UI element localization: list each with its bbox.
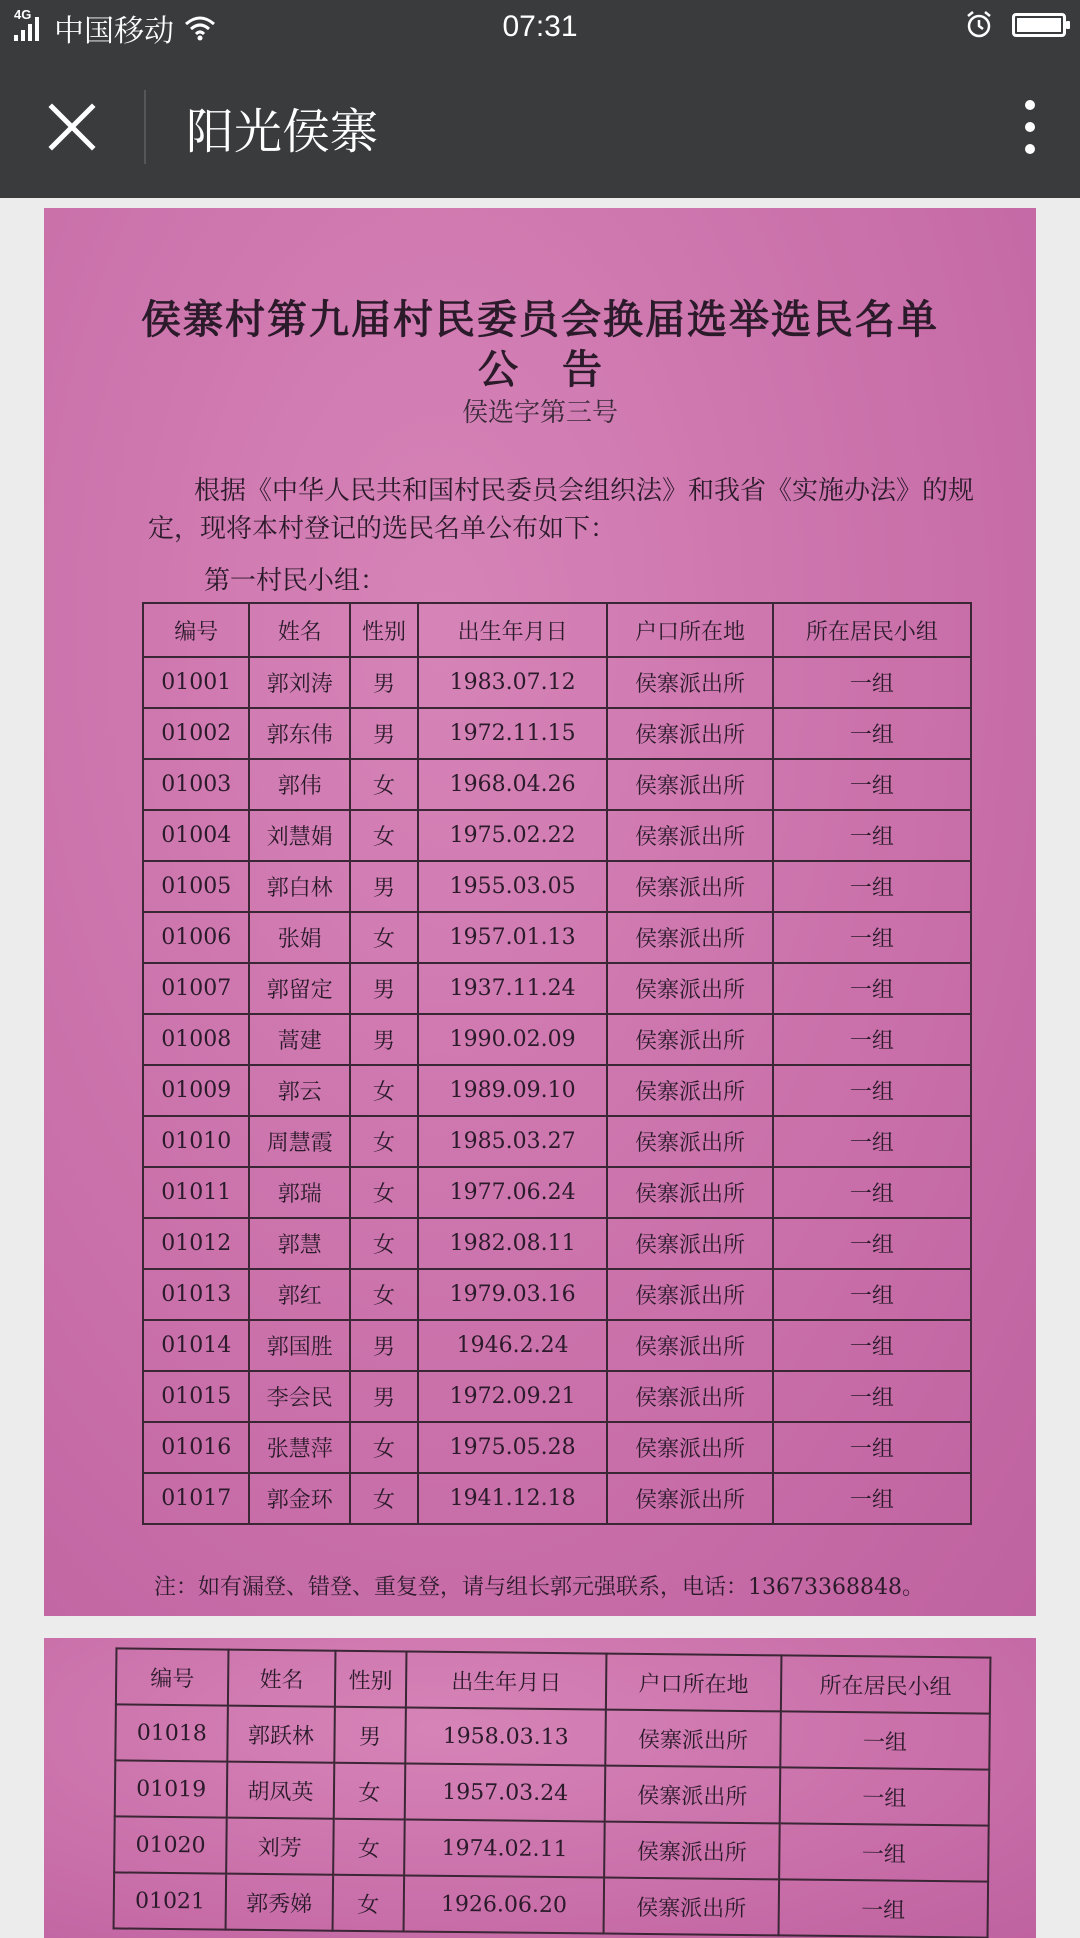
table-cell: 一组	[773, 759, 971, 810]
table-cell: 胡凤英	[227, 1762, 334, 1819]
close-icon	[48, 103, 96, 151]
table-cell: 一组	[773, 1065, 971, 1116]
table-cell: 01009	[143, 1065, 249, 1116]
table-cell: 侯寨派出所	[607, 708, 773, 759]
table-cell: 郭伟	[249, 759, 350, 810]
table-cell: 1982.08.11	[418, 1218, 607, 1269]
table-cell: 一组	[773, 1014, 971, 1065]
table-header-cell: 编号	[143, 603, 249, 657]
table-cell: 1975.05.28	[418, 1422, 607, 1473]
table-cell: 郭慧	[249, 1218, 350, 1269]
alarm-icon	[964, 10, 994, 40]
table-header-cell: 姓名	[249, 603, 350, 657]
table-cell: 李会民	[249, 1371, 350, 1422]
table-cell: 1941.12.18	[418, 1473, 607, 1524]
table-cell: 侯寨派出所	[604, 1878, 779, 1936]
voter-table-2	[113, 1647, 992, 1938]
table-cell: 侯寨派出所	[607, 1218, 773, 1269]
table-cell: 侯寨派出所	[607, 912, 773, 963]
table-cell: 1990.02.09	[418, 1014, 607, 1065]
more-options-button[interactable]	[1000, 82, 1060, 172]
table-cell: 一组	[780, 1767, 990, 1825]
table-cell: 侯寨派出所	[607, 963, 773, 1014]
table-cell: 1958.03.13	[406, 1707, 606, 1765]
table-row	[114, 1872, 989, 1937]
table-cell: 01019	[115, 1760, 228, 1817]
table-cell: 郭国胜	[249, 1320, 350, 1371]
table-cell: 张娟	[249, 912, 350, 963]
table-cell: 1937.11.24	[418, 963, 607, 1014]
table-cell: 女	[333, 1819, 405, 1876]
wifi-icon	[184, 15, 216, 41]
table-cell: 一组	[780, 1711, 990, 1769]
table-cell: 01004	[143, 810, 249, 861]
table-row	[143, 861, 971, 912]
table-cell: 男	[350, 1371, 418, 1422]
table-cell: 男	[350, 861, 418, 912]
table-header-cell: 所在居民小组	[781, 1655, 991, 1713]
table-cell: 1957.01.13	[418, 912, 607, 963]
table-row	[143, 1422, 971, 1473]
table-cell: 一组	[773, 1116, 971, 1167]
table-row	[143, 1167, 971, 1218]
table-cell: 男	[350, 708, 418, 759]
table-header-cell: 出生年月日	[406, 1651, 606, 1709]
table-cell: 男	[350, 1320, 418, 1371]
table-cell: 01001	[143, 657, 249, 708]
table-header-cell: 出生年月日	[418, 603, 607, 657]
table-cell: 侯寨派出所	[607, 810, 773, 861]
table-row	[115, 1760, 990, 1825]
table-cell: 01018	[115, 1704, 228, 1761]
table-cell: 01006	[143, 912, 249, 963]
table-cell: 1975.02.22	[418, 810, 607, 861]
table-cell: 一组	[773, 657, 971, 708]
table-cell: 男	[350, 1014, 418, 1065]
carrier-name: 中国移动	[54, 15, 174, 48]
document-photo-2[interactable]	[44, 1638, 1036, 1938]
table-cell: 01014	[143, 1320, 249, 1371]
table-row	[115, 1704, 990, 1769]
table-row	[143, 963, 971, 1014]
table-cell: 1989.09.10	[418, 1065, 607, 1116]
table-cell: 侯寨派出所	[607, 1167, 773, 1218]
document-number: 侯选字第三号	[461, 398, 618, 428]
table-row	[143, 1269, 971, 1320]
table-cell: 男	[334, 1707, 406, 1764]
status-bar	[0, 0, 1080, 56]
document-paragraph: 根据《中华人民共和国村民委员会组织法》和我省《实施办法》的规定，现将本村登记的选民名单公布如下：	[148, 476, 975, 544]
table-cell: 张慧萍	[249, 1422, 350, 1473]
document-note: 注：如有漏登、错登、重复登，请与组长郭元强联系，电话：13673368848。	[154, 1575, 924, 1600]
table-cell: 1968.04.26	[418, 759, 607, 810]
table-cell: 侯寨派出所	[607, 1065, 773, 1116]
more-icon	[1025, 100, 1035, 110]
table-cell: 女	[350, 1269, 418, 1320]
table-cell: 郭秀娣	[226, 1874, 333, 1931]
table-cell: 女	[350, 810, 418, 861]
table-cell: 侯寨派出所	[607, 1014, 773, 1065]
table-cell: 侯寨派出所	[607, 1269, 773, 1320]
table-row	[143, 759, 971, 810]
table-row	[143, 657, 971, 708]
table-header-cell: 姓名	[228, 1650, 335, 1707]
table-cell: 一组	[773, 1371, 971, 1422]
table-cell: 01005	[143, 861, 249, 912]
table-cell: 侯寨派出所	[607, 1320, 773, 1371]
table-cell: 1985.03.27	[418, 1116, 607, 1167]
table-cell: 一组	[773, 1167, 971, 1218]
table-cell: 一组	[773, 810, 971, 861]
table-cell: 侯寨派出所	[605, 1766, 780, 1824]
table-cell: 女	[350, 1065, 418, 1116]
table-cell: 女	[350, 1422, 418, 1473]
table-cell: 01003	[143, 759, 249, 810]
table-cell: 刘芳	[226, 1818, 333, 1875]
table-header-cell: 户口所在地	[607, 603, 773, 657]
table-cell: 侯寨派出所	[604, 1822, 779, 1880]
table-cell: 01013	[143, 1269, 249, 1320]
table-header-cell: 性别	[350, 603, 418, 657]
table-cell: 一组	[773, 1320, 971, 1371]
table-cell: 01017	[143, 1473, 249, 1524]
table-cell: 1977.06.24	[418, 1167, 607, 1218]
title-bar	[0, 56, 1080, 198]
close-button[interactable]	[0, 56, 144, 198]
table-cell: 01015	[143, 1371, 249, 1422]
table-cell: 女	[350, 1473, 418, 1524]
table-cell: 郭跃林	[228, 1706, 335, 1763]
table-cell: 01011	[143, 1167, 249, 1218]
table-cell: 一组	[779, 1823, 989, 1881]
table-cell: 一组	[778, 1879, 988, 1937]
table-row	[143, 1371, 971, 1422]
table-row	[143, 1473, 971, 1524]
table-header-cell: 户口所在地	[606, 1654, 781, 1712]
table-row	[143, 1065, 971, 1116]
table-cell: 郭刘涛	[249, 657, 350, 708]
table-row	[143, 912, 971, 963]
table-cell: 周慧霞	[249, 1116, 350, 1167]
table-cell: 侯寨派出所	[605, 1710, 780, 1768]
table-cell: 侯寨派出所	[607, 657, 773, 708]
table-cell: 女	[333, 1763, 405, 1820]
table-cell: 1974.02.11	[404, 1819, 604, 1877]
table-cell: 侯寨派出所	[607, 861, 773, 912]
table-row	[143, 1116, 971, 1167]
table-cell: 郭红	[249, 1269, 350, 1320]
table-cell: 一组	[773, 912, 971, 963]
table-cell: 1946.2.24	[418, 1320, 607, 1371]
table-cell: 1983.07.12	[418, 657, 607, 708]
table-cell: 郭东伟	[249, 708, 350, 759]
table-row	[114, 1816, 989, 1881]
clock: 07:31	[502, 10, 578, 43]
table-cell: 蒿建	[249, 1014, 350, 1065]
table-header-cell: 性别	[334, 1651, 406, 1708]
voter-table	[142, 602, 972, 1525]
table-cell: 郭金环	[249, 1473, 350, 1524]
table-cell: 01002	[143, 708, 249, 759]
table-cell: 01021	[114, 1872, 227, 1929]
page-title: 阳光侯寨	[186, 103, 379, 160]
table-cell: 一组	[773, 1218, 971, 1269]
document-photo[interactable]	[44, 208, 1036, 1616]
table-cell: 女	[332, 1875, 404, 1932]
table-cell: 1957.03.24	[405, 1763, 605, 1821]
table-cell: 女	[350, 1116, 418, 1167]
table-cell: 侯寨派出所	[607, 1422, 773, 1473]
table-cell: 1972.11.15	[418, 708, 607, 759]
table-cell: 侯寨派出所	[607, 1371, 773, 1422]
table-cell: 郭白林	[249, 861, 350, 912]
table-cell: 一组	[773, 861, 971, 912]
table-cell: 01012	[143, 1218, 249, 1269]
table-row	[143, 810, 971, 861]
table-cell: 郭云	[249, 1065, 350, 1116]
table-cell: 侯寨派出所	[607, 1116, 773, 1167]
table-cell: 男	[350, 657, 418, 708]
table-cell: 1972.09.21	[418, 1371, 607, 1422]
table-cell: 1926.06.20	[404, 1875, 604, 1933]
table-cell: 侯寨派出所	[607, 1473, 773, 1524]
table-cell: 侯寨派出所	[607, 759, 773, 810]
table-row	[143, 1218, 971, 1269]
battery-icon	[1012, 13, 1066, 37]
table-cell: 刘慧娟	[249, 810, 350, 861]
table-header-cell: 编号	[116, 1648, 229, 1705]
table-cell: 女	[350, 912, 418, 963]
table-cell: 一组	[773, 1473, 971, 1524]
table-row	[143, 708, 971, 759]
table-cell: 一组	[773, 708, 971, 759]
table-header-cell: 所在居民小组	[773, 603, 971, 657]
table-cell: 01008	[143, 1014, 249, 1065]
network-type: 4G	[14, 7, 32, 22]
table-cell: 01007	[143, 963, 249, 1014]
document-title: 侯寨村第九届村民委员会换届选举选民名单	[141, 296, 939, 343]
table-cell: 女	[350, 1218, 418, 1269]
table-cell: 女	[350, 1167, 418, 1218]
table-cell: 1979.03.16	[418, 1269, 607, 1320]
table-cell: 郭留定	[249, 963, 350, 1014]
table-cell: 01010	[143, 1116, 249, 1167]
table-row	[143, 1320, 971, 1371]
table-cell: 01016	[143, 1422, 249, 1473]
table-cell: 一组	[773, 1422, 971, 1473]
table-cell: 01020	[114, 1816, 227, 1873]
table-cell: 郭瑞	[249, 1167, 350, 1218]
title-divider	[144, 90, 146, 164]
table-cell: 男	[350, 963, 418, 1014]
table-row	[143, 1014, 971, 1065]
document-subtitle: 公告	[478, 346, 646, 393]
table-cell: 女	[350, 759, 418, 810]
signal-icon	[14, 7, 42, 41]
table-cell: 1955.03.05	[418, 861, 607, 912]
group-label: 第一村民小组：	[204, 566, 387, 596]
table-cell: 一组	[773, 1269, 971, 1320]
table-cell: 一组	[773, 963, 971, 1014]
